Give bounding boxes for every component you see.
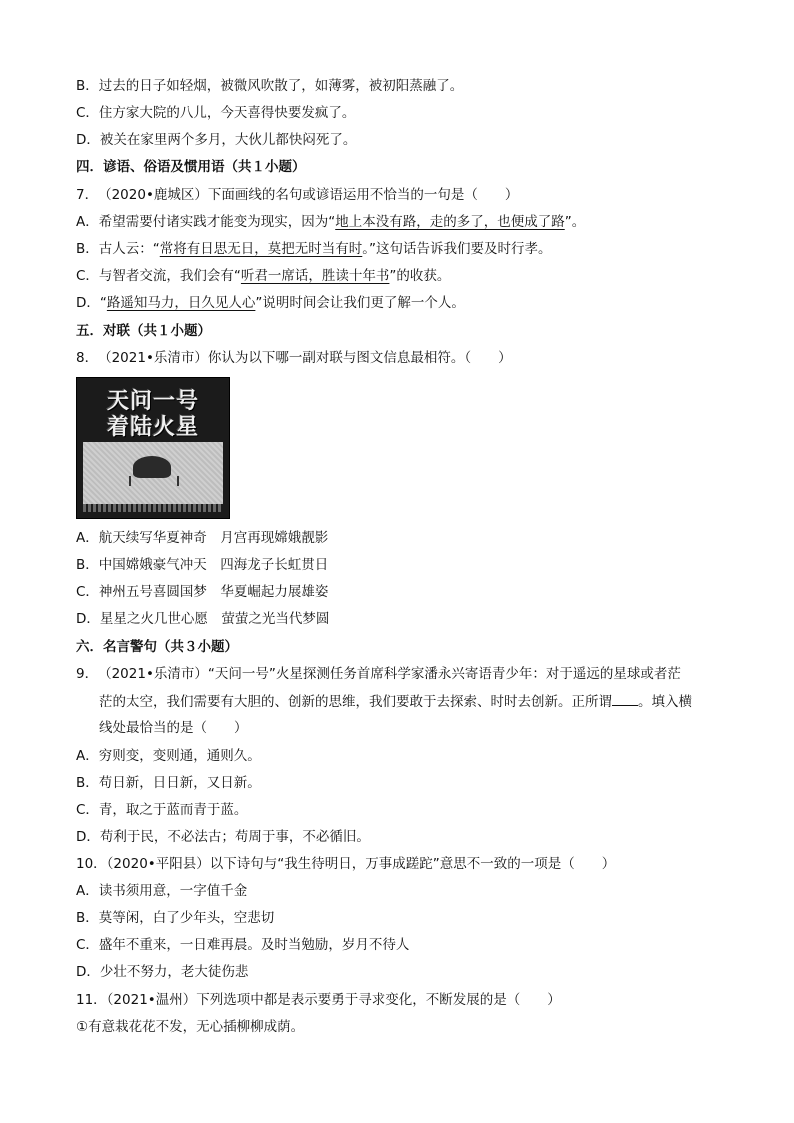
lander-legs <box>129 476 179 486</box>
q9-option: C．青，取之于蓝而青于蓝。 <box>76 802 248 818</box>
q10-option: A．读书须用意，一字值千金 <box>76 883 248 899</box>
q9-option: B．苟日新，日日新，又日新。 <box>76 775 261 791</box>
q7-option-b <box>76 239 552 259</box>
q7-b-underlined: 常将有日思无日，莫把无时当有时 <box>159 241 363 257</box>
section-heading: 五．对联（共１小题） <box>76 323 211 339</box>
q7-a-underlined: 地上本没有路，走的多了，也便成了路 <box>335 214 565 230</box>
q11-item: ①有意栽花花不发，无心插柳柳成荫。 <box>76 1019 305 1035</box>
poster-caption <box>83 504 223 512</box>
q7-option-c <box>76 266 450 286</box>
q7-a-pre: A．希望需要付诸实践才能变为现实，因为“ <box>76 214 336 230</box>
section-heading: 四．谚语、俗语及惯用语（共１小题） <box>76 159 306 175</box>
q7-b-pre: B．古人云：“ <box>76 241 160 257</box>
q7-a-post: ”。 <box>564 214 586 230</box>
question-8: 8． （2021•乐清市）你认为以下哪一副对联与图文信息最相符。（ ） <box>76 350 512 366</box>
q7-c-post: ”的收获。 <box>389 268 451 284</box>
section-heading: 六．名言警句（共３小题） <box>76 639 238 655</box>
question-11: 11．（2021•温州）下列选项中都是表示要勇于寻求变化，不断发展的是（ ） <box>76 992 561 1008</box>
q10-option: D．少壮不努力，老大徒伤悲 <box>76 964 249 980</box>
fill-blank <box>612 691 638 706</box>
rover-icon <box>133 456 171 478</box>
question-9: 9． （2021•乐清市）“天问一号”火星探测任务首席科学家潘永兴寄语青少年：对于遥远的星球或者茫 <box>76 666 681 682</box>
q7-option-d <box>76 293 465 313</box>
q10-option: B．莫等闲，白了少年头，空悲切 <box>76 910 275 926</box>
mars-landing-poster <box>76 377 230 519</box>
q9-option: D．苟利于民，不必法古；苟周于事，不必循旧。 <box>76 829 370 845</box>
poster-title-1: 天问一号 <box>106 389 199 414</box>
question-9-cont: 线处最恰当的是（ ） <box>99 720 248 736</box>
option-line: B．过去的日子如轻烟，被微风吹散了，如薄雾，被初阳蒸融了。 <box>76 78 464 94</box>
q8-option: B．中国嫦娥豪气冲天 四海龙子长虹贯日 <box>76 557 329 573</box>
question-7: 7． （2020•鹿城区）下面画线的名句或谚语运用不恰当的一句是（ ） <box>76 187 519 203</box>
rover-image <box>83 442 223 504</box>
q7-d-pre: D．“ <box>76 295 107 311</box>
q8-option: A．航天续写华夏神奇 月宫再现嫦娥靓影 <box>76 530 329 546</box>
q7-d-underlined: 路遥知马力，日久见人心 <box>106 295 256 311</box>
q7-b-post: 。”这句话告诉我们要及时行孝。 <box>362 241 552 257</box>
q9-option: A．穷则变，变则通，通则久。 <box>76 748 261 764</box>
option-line: C．住方家大院的八儿，今天喜得快要发疯了。 <box>76 105 356 121</box>
poster-title-2: 着陆火星 <box>106 415 199 440</box>
question-10: 10．（2020•平阳县）以下诗句与“我生待明日，万事成蹉跎”意思不一致的一项是（ ） <box>76 856 616 872</box>
q7-d-post: ”说明时间会让我们更了解一个人。 <box>255 295 465 311</box>
q9-l2-post: 。填入横 <box>638 694 692 710</box>
option-line: D．被关在家里两个多月，大伙儿都快闷死了。 <box>76 132 357 148</box>
q10-option: C．盛年不重来，一日难再晨。及时当勉励，岁月不待人 <box>76 937 410 953</box>
q8-option: C．神州五号喜圆国梦 华夏崛起力展雄姿 <box>76 584 329 600</box>
question-9-cont <box>99 691 692 712</box>
q9-l2-pre: 茫的太空，我们需要有大胆的、创新的思维，我们要敢于去探索、时时去创新。正所谓 <box>99 694 612 710</box>
q7-c-pre: C．与智者交流，我们会有“ <box>76 268 241 284</box>
q7-option-a <box>76 212 585 232</box>
q8-option: D．星星之火几世心愿 萤萤之光当代梦圆 <box>76 611 330 627</box>
q7-c-underlined: 听君一席话，胜读十年书 <box>240 268 390 284</box>
